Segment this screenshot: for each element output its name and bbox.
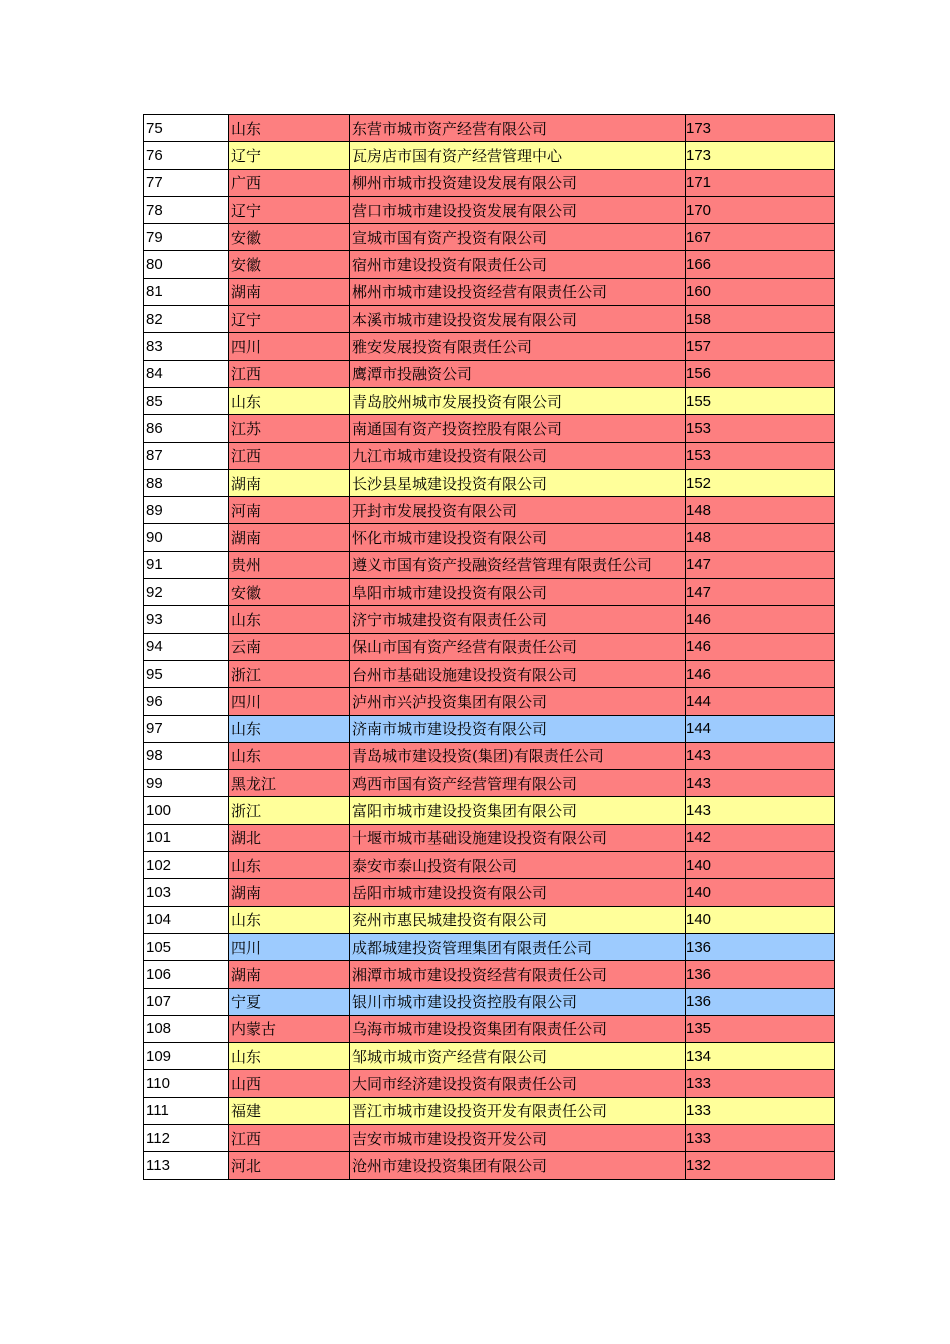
company-name-cell: 本溪市城市建设投资发展有限公司 [350, 306, 686, 333]
rank-cell: 113 [144, 1152, 229, 1179]
rank-cell: 110 [144, 1070, 229, 1097]
rank-cell: 112 [144, 1124, 229, 1151]
table-row [144, 660, 835, 687]
province-cell: 山东 [229, 852, 350, 879]
company-name-cell: 东营市城市资产经营有限公司 [350, 115, 686, 142]
rank-cell: 91 [144, 551, 229, 578]
company-name-cell: 遵义市国有资产投融资经营管理有限责任公司 [350, 551, 686, 578]
value-cell: 143 [686, 770, 835, 797]
province-cell: 湖南 [229, 961, 350, 988]
company-name-cell: 怀化市城市建设投资有限公司 [350, 524, 686, 551]
table-row [144, 1097, 835, 1124]
table-row [144, 852, 835, 879]
rank-cell: 101 [144, 824, 229, 851]
value-cell: 157 [686, 333, 835, 360]
company-name-cell: 鹰潭市投融资公司 [350, 360, 686, 387]
province-cell: 山东 [229, 715, 350, 742]
value-cell: 136 [686, 961, 835, 988]
table-row [144, 688, 835, 715]
province-cell: 山东 [229, 387, 350, 414]
table-row [144, 797, 835, 824]
table-row [144, 988, 835, 1015]
value-cell: 133 [686, 1070, 835, 1097]
province-cell: 山东 [229, 906, 350, 933]
table-row [144, 469, 835, 496]
company-name-cell: 台州市基础设施建设投资有限公司 [350, 660, 686, 687]
table-row [144, 251, 835, 278]
rank-cell: 79 [144, 224, 229, 251]
value-cell: 170 [686, 196, 835, 223]
rank-cell: 100 [144, 797, 229, 824]
province-cell: 湖南 [229, 524, 350, 551]
value-cell: 173 [686, 142, 835, 169]
company-name-cell: 九江市城市建设投资有限公司 [350, 442, 686, 469]
table-row [144, 579, 835, 606]
rank-cell: 104 [144, 906, 229, 933]
table-row [144, 142, 835, 169]
table-row [144, 115, 835, 142]
province-cell: 四川 [229, 933, 350, 960]
company-name-cell: 泰安市泰山投资有限公司 [350, 852, 686, 879]
table-row [144, 224, 835, 251]
value-cell: 136 [686, 933, 835, 960]
table-row [144, 1124, 835, 1151]
value-cell: 133 [686, 1097, 835, 1124]
province-cell: 湖南 [229, 879, 350, 906]
province-cell: 湖北 [229, 824, 350, 851]
company-name-cell: 邹城市城市资产经营有限公司 [350, 1043, 686, 1070]
rank-cell: 78 [144, 196, 229, 223]
company-name-cell: 泸州市兴泸投资集团有限公司 [350, 688, 686, 715]
value-cell: 135 [686, 1015, 835, 1042]
company-name-cell: 富阳市城市建设投资集团有限公司 [350, 797, 686, 824]
rank-cell: 84 [144, 360, 229, 387]
value-cell: 146 [686, 660, 835, 687]
value-cell: 160 [686, 278, 835, 305]
rank-cell: 85 [144, 387, 229, 414]
company-name-cell: 青岛胶州城市发展投资有限公司 [350, 387, 686, 414]
company-name-cell: 岳阳市城市建设投资有限公司 [350, 879, 686, 906]
province-cell: 辽宁 [229, 142, 350, 169]
table-row [144, 1070, 835, 1097]
value-cell: 143 [686, 742, 835, 769]
table-row [144, 1043, 835, 1070]
province-cell: 山东 [229, 742, 350, 769]
value-cell: 153 [686, 415, 835, 442]
value-cell: 144 [686, 688, 835, 715]
province-cell: 浙江 [229, 660, 350, 687]
table-row [144, 879, 835, 906]
rank-cell: 97 [144, 715, 229, 742]
province-cell: 四川 [229, 688, 350, 715]
rank-cell: 75 [144, 115, 229, 142]
rank-cell: 87 [144, 442, 229, 469]
value-cell: 132 [686, 1152, 835, 1179]
value-cell: 167 [686, 224, 835, 251]
table-row [144, 360, 835, 387]
rank-cell: 80 [144, 251, 229, 278]
table-row [144, 770, 835, 797]
rank-cell: 107 [144, 988, 229, 1015]
company-name-cell: 吉安市城市建设投资开发公司 [350, 1124, 686, 1151]
value-cell: 173 [686, 115, 835, 142]
ranking-table [143, 114, 835, 1180]
rank-cell: 109 [144, 1043, 229, 1070]
company-name-cell: 兖州市惠民城建投资有限公司 [350, 906, 686, 933]
table-row [144, 169, 835, 196]
province-cell: 辽宁 [229, 196, 350, 223]
table-row [144, 824, 835, 851]
table-row [144, 278, 835, 305]
company-name-cell: 济宁市城建投资有限责任公司 [350, 606, 686, 633]
company-name-cell: 郴州市城市建设投资经营有限责任公司 [350, 278, 686, 305]
value-cell: 146 [686, 606, 835, 633]
company-name-cell: 保山市国有资产经营有限责任公司 [350, 633, 686, 660]
rank-cell: 108 [144, 1015, 229, 1042]
company-name-cell: 大同市经济建设投资有限责任公司 [350, 1070, 686, 1097]
company-name-cell: 鸡西市国有资产经营管理有限公司 [350, 770, 686, 797]
province-cell: 江西 [229, 1124, 350, 1151]
company-name-cell: 南通国有资产投资控股有限公司 [350, 415, 686, 442]
table-row [144, 715, 835, 742]
rank-cell: 103 [144, 879, 229, 906]
table-row [144, 606, 835, 633]
table-row [144, 306, 835, 333]
province-cell: 安徽 [229, 224, 350, 251]
province-cell: 黑龙江 [229, 770, 350, 797]
rank-cell: 86 [144, 415, 229, 442]
company-name-cell: 阜阳市城市建设投资有限公司 [350, 579, 686, 606]
table-row [144, 497, 835, 524]
company-name-cell: 济南市城市建设投资有限公司 [350, 715, 686, 742]
table-row [144, 906, 835, 933]
rank-cell: 77 [144, 169, 229, 196]
province-cell: 安徽 [229, 579, 350, 606]
table-row [144, 633, 835, 660]
company-name-cell: 十堰市城市基础设施建设投资有限公司 [350, 824, 686, 851]
value-cell: 158 [686, 306, 835, 333]
value-cell: 148 [686, 524, 835, 551]
province-cell: 湖南 [229, 278, 350, 305]
rank-cell: 76 [144, 142, 229, 169]
company-name-cell: 开封市发展投资有限公司 [350, 497, 686, 524]
table-row [144, 333, 835, 360]
value-cell: 171 [686, 169, 835, 196]
province-cell: 内蒙古 [229, 1015, 350, 1042]
company-name-cell: 成都城建投资管理集团有限责任公司 [350, 933, 686, 960]
company-name-cell: 营口市城市建设投资发展有限公司 [350, 196, 686, 223]
table-row [144, 524, 835, 551]
company-name-cell: 银川市城市建设投资控股有限公司 [350, 988, 686, 1015]
value-cell: 155 [686, 387, 835, 414]
table-row [144, 196, 835, 223]
rank-cell: 90 [144, 524, 229, 551]
value-cell: 140 [686, 852, 835, 879]
table-row [144, 442, 835, 469]
rank-cell: 96 [144, 688, 229, 715]
rank-cell: 102 [144, 852, 229, 879]
value-cell: 147 [686, 579, 835, 606]
rank-cell: 98 [144, 742, 229, 769]
province-cell: 浙江 [229, 797, 350, 824]
province-cell: 江西 [229, 360, 350, 387]
province-cell: 山东 [229, 606, 350, 633]
rank-cell: 94 [144, 633, 229, 660]
value-cell: 146 [686, 633, 835, 660]
province-cell: 山东 [229, 1043, 350, 1070]
value-cell: 147 [686, 551, 835, 578]
company-name-cell: 长沙县星城建设投资有限公司 [350, 469, 686, 496]
table-row [144, 1015, 835, 1042]
province-cell: 河南 [229, 497, 350, 524]
table-row [144, 415, 835, 442]
value-cell: 153 [686, 442, 835, 469]
value-cell: 144 [686, 715, 835, 742]
table-row [144, 933, 835, 960]
province-cell: 宁夏 [229, 988, 350, 1015]
province-cell: 江苏 [229, 415, 350, 442]
value-cell: 134 [686, 1043, 835, 1070]
value-cell: 143 [686, 797, 835, 824]
table-row [144, 961, 835, 988]
company-name-cell: 沧州市建设投资集团有限公司 [350, 1152, 686, 1179]
rank-cell: 92 [144, 579, 229, 606]
province-cell: 广西 [229, 169, 350, 196]
province-cell: 云南 [229, 633, 350, 660]
company-name-cell: 雅安发展投资有限责任公司 [350, 333, 686, 360]
company-name-cell: 晋江市城市建设投资开发有限责任公司 [350, 1097, 686, 1124]
province-cell: 山东 [229, 115, 350, 142]
value-cell: 156 [686, 360, 835, 387]
ranking-table-body [144, 115, 835, 1180]
province-cell: 山西 [229, 1070, 350, 1097]
rank-cell: 99 [144, 770, 229, 797]
value-cell: 142 [686, 824, 835, 851]
rank-cell: 82 [144, 306, 229, 333]
province-cell: 湖南 [229, 469, 350, 496]
value-cell: 133 [686, 1124, 835, 1151]
value-cell: 140 [686, 906, 835, 933]
value-cell: 140 [686, 879, 835, 906]
company-name-cell: 柳州市城市投资建设发展有限公司 [350, 169, 686, 196]
value-cell: 136 [686, 988, 835, 1015]
province-cell: 安徽 [229, 251, 350, 278]
rank-cell: 93 [144, 606, 229, 633]
company-name-cell: 青岛城市建设投资(集团)有限责任公司 [350, 742, 686, 769]
company-name-cell: 湘潭市城市建设投资经营有限责任公司 [350, 961, 686, 988]
rank-cell: 89 [144, 497, 229, 524]
table-row [144, 387, 835, 414]
value-cell: 148 [686, 497, 835, 524]
rank-cell: 105 [144, 933, 229, 960]
company-name-cell: 宿州市建设投资有限责任公司 [350, 251, 686, 278]
company-name-cell: 乌海市城市建设投资集团有限责任公司 [350, 1015, 686, 1042]
rank-cell: 111 [144, 1097, 229, 1124]
rank-cell: 95 [144, 660, 229, 687]
province-cell: 四川 [229, 333, 350, 360]
province-cell: 河北 [229, 1152, 350, 1179]
rank-cell: 106 [144, 961, 229, 988]
value-cell: 166 [686, 251, 835, 278]
province-cell: 辽宁 [229, 306, 350, 333]
province-cell: 福建 [229, 1097, 350, 1124]
table-row [144, 1152, 835, 1179]
table-row [144, 551, 835, 578]
value-cell: 152 [686, 469, 835, 496]
rank-cell: 88 [144, 469, 229, 496]
rank-cell: 81 [144, 278, 229, 305]
province-cell: 江西 [229, 442, 350, 469]
company-name-cell: 瓦房店市国有资产经营管理中心 [350, 142, 686, 169]
table-row [144, 742, 835, 769]
rank-cell: 83 [144, 333, 229, 360]
company-name-cell: 宣城市国有资产投资有限公司 [350, 224, 686, 251]
province-cell: 贵州 [229, 551, 350, 578]
